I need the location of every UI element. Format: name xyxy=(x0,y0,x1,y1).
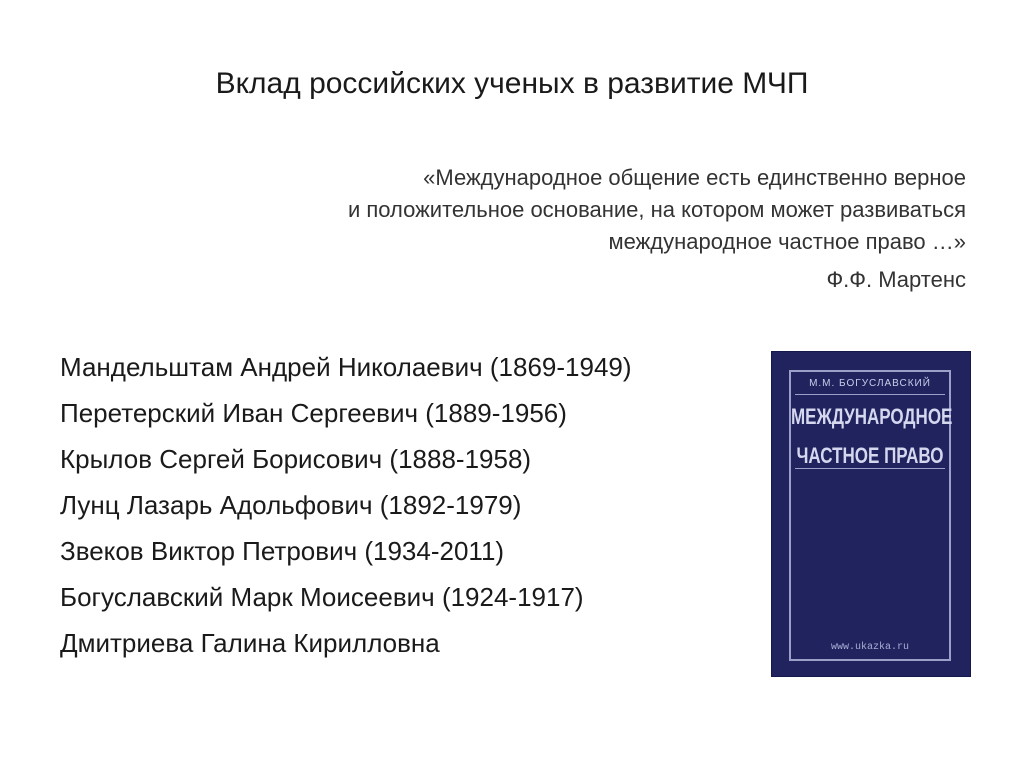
book-title-line: МЕЖДУНАРОДНОЕ xyxy=(791,404,953,430)
scholar-item: Дмитриева Галина Кирилловна xyxy=(60,628,440,658)
scholar-item: Мандельштам Андрей Николаевич (1869-1949) xyxy=(60,352,632,382)
quote-line: и положительное основание, на котором может развиваться xyxy=(347,197,966,222)
quote-block xyxy=(206,162,966,296)
scholar-list xyxy=(60,344,632,666)
quote-line: международное частное право …» xyxy=(608,229,966,254)
slide-title: Вклад российских ученых в развитие МЧП xyxy=(215,67,809,100)
quote-author: Ф.Ф. Мартенс xyxy=(826,267,966,292)
book-rule xyxy=(795,468,945,469)
scholar-item: Крылов Сергей Борисович (1888-1958) xyxy=(60,444,532,474)
book-url: www.ukazka.ru xyxy=(830,642,909,653)
book-cover-frame xyxy=(789,370,951,661)
book-rule xyxy=(795,394,945,395)
book-cover-image xyxy=(771,351,971,677)
scholar-item: Лунц Лазарь Адольфович (1892-1979) xyxy=(60,490,522,520)
book-author: М.М. БОГУСЛАВСКИЙ xyxy=(809,378,931,389)
scholar-item: Богуславский Марк Моисеевич (1924-1917) xyxy=(60,582,584,612)
scholar-item: Звеков Виктор Петрович (1934-2011) xyxy=(60,536,505,566)
book-title xyxy=(791,398,953,476)
quote-line: «Международное общение есть единственно верное xyxy=(423,165,966,190)
scholar-item: Перетерский Иван Сергеевич (1889-1956) xyxy=(60,398,567,428)
book-title-line: ЧАСТНОЕ ПРАВО xyxy=(796,443,944,469)
